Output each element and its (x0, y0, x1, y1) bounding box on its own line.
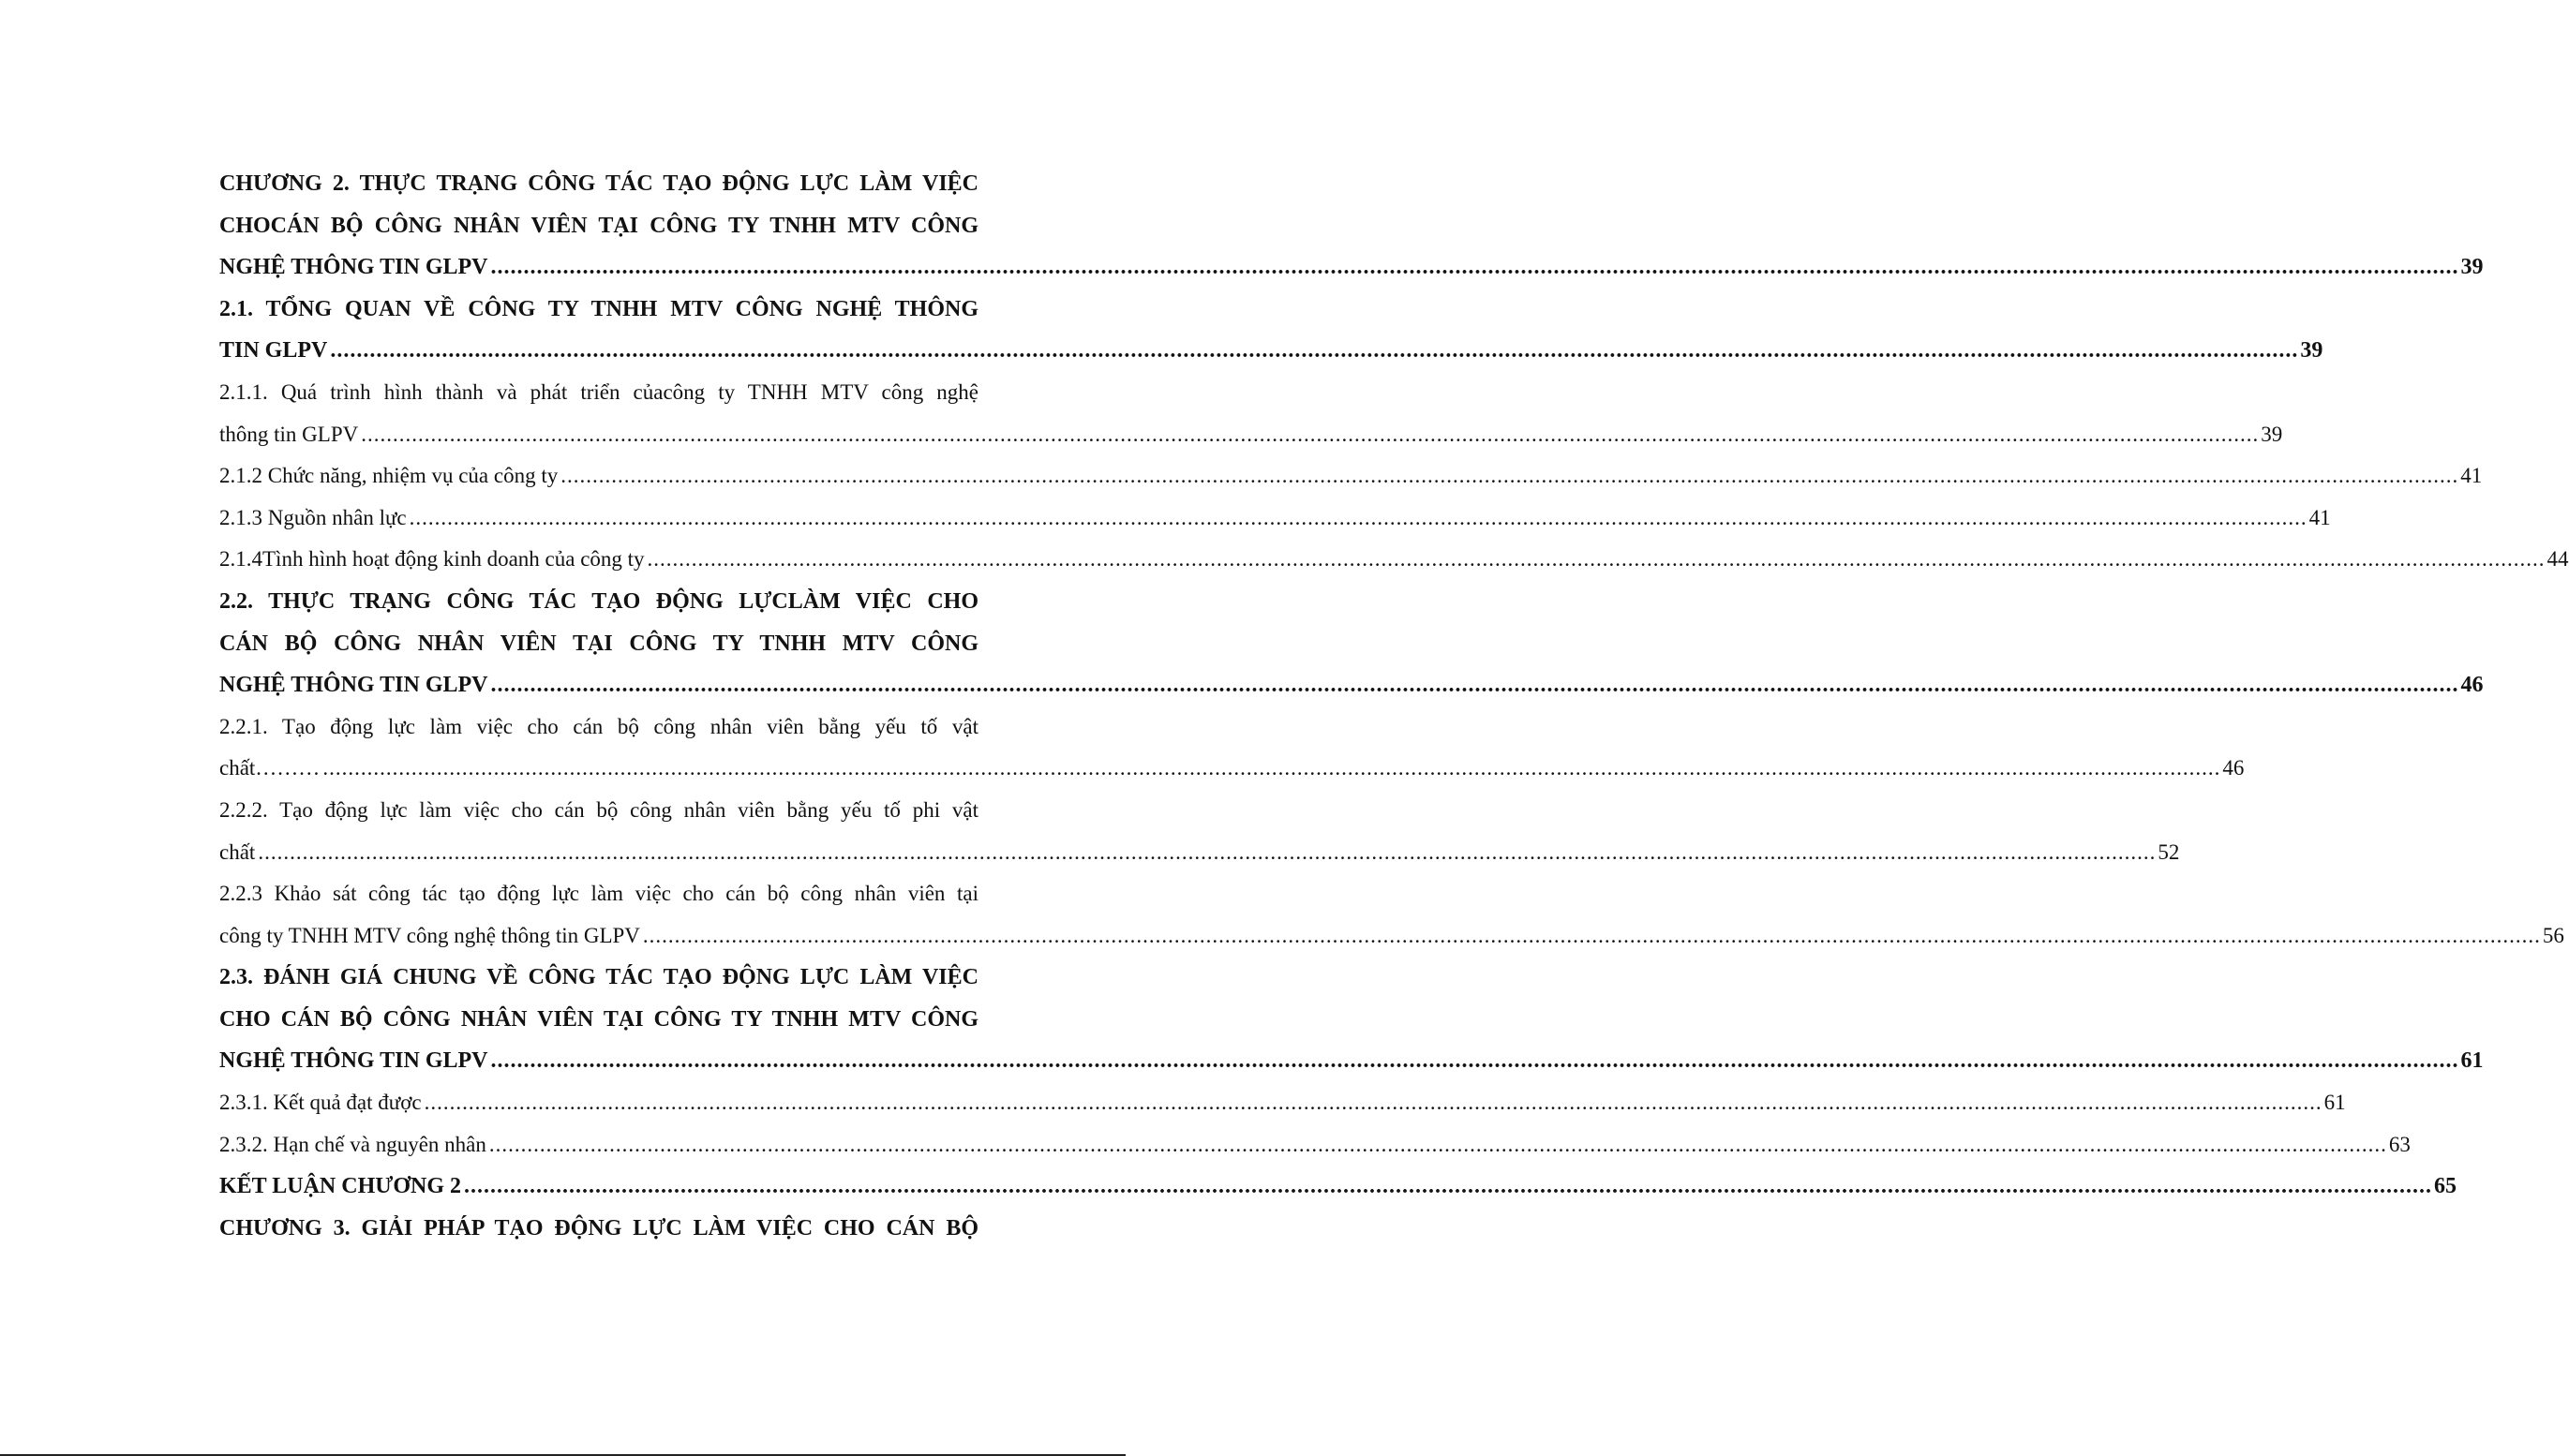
page-number: 41 (2308, 505, 2331, 529)
dot-leader: ............................................................................................................................................................................................................................................................................................................ (647, 547, 2546, 572)
toc-entry-last-line (219, 414, 2283, 456)
toc-entry-2-2-2[interactable] (219, 790, 2180, 873)
toc-entry-line: 2.2. THỰC TRẠNG CÔNG TÁC TẠO ĐỘNG LỰCLÀM VIỆC CHO (219, 588, 978, 614)
dot-leader: ............................................................................................................................................................................................................................................................................................................ (490, 673, 2459, 698)
toc-entry-text: KẾT LUẬN CHƯƠNG 2 (219, 1174, 462, 1199)
toc-entry-text: NGHỆ THÔNG TIN GLPV (219, 255, 488, 280)
toc-entry-2-3[interactable] (219, 957, 2484, 1082)
toc-entry-last-line (219, 1166, 2457, 1208)
toc-entry-last-line (219, 1082, 2346, 1124)
toc-entry-last-line (219, 1040, 2484, 1082)
toc-entry-line: CHOCÁN BỘ CÔNG NHÂN VIÊN TẠI CÔNG TY TNHH MTV CÔNG (219, 213, 978, 238)
dot-leader: ............................................................................................................................................................................................................................................................................................................ (258, 839, 2157, 864)
page-number: 46 (2222, 756, 2245, 780)
page-number: 61 (2323, 1091, 2346, 1115)
toc-entry-line: 2.2.1. Tạo động lực làm việc cho cán bộ công nhân viên bằng yếu tố vật (219, 714, 978, 738)
toc-entry-line: 2.2.3 Khảo sát công tác tạo động lực làm việc cho cán bộ công nhân viên tại (219, 882, 978, 906)
toc-entry-last-line (219, 1124, 2411, 1166)
toc-entry-line: 2.3. ĐÁNH GIÁ CHUNG VỀ CÔNG TÁC TẠO ĐỘNG LỰC LÀM VIỆC (219, 965, 978, 990)
dot-leader: ............................................................................................................................................................................................................................................................................................................ (490, 255, 2459, 280)
toc-entry-text: chất (219, 839, 256, 864)
dot-leader: ............................................................................................................................................................................................................................................................................................................ (488, 1132, 2387, 1156)
toc-entry-last-line (219, 832, 2180, 874)
page-number: 39 (2261, 422, 2283, 446)
toc-entry-2-3-1[interactable] (219, 1082, 2346, 1124)
toc-entry-line: CÁN BỘ CÔNG NHÂN VIÊN TẠI CÔNG TY TNHH MTV CÔNG (219, 631, 978, 656)
toc-entry-last-line (219, 915, 2564, 958)
toc-entry-text: 2.1.2 Chức năng, nhiệm vụ của công ty (219, 464, 559, 488)
toc-entry-text: thông tin GLPV (219, 422, 359, 446)
page-number: 39 (2300, 338, 2323, 364)
dot-leader: ............................................................................................................................................................................................................................................................................................................ (490, 1048, 2459, 1074)
page-number: 46 (2460, 673, 2484, 698)
toc-entry-last-line (219, 455, 2483, 498)
toc-entry-2-2-1[interactable] (219, 706, 2245, 790)
toc-entry-chuong-2[interactable] (219, 163, 2484, 289)
toc-entry-last-line (219, 664, 2484, 706)
toc-entry-2-1-1[interactable] (219, 372, 2283, 455)
toc-entry-2-1[interactable] (219, 289, 2323, 372)
page-number: 41 (2460, 464, 2483, 488)
toc-entry-2-1-4[interactable] (219, 539, 2569, 581)
toc-entry-line: 2.2.2. Tạo động lực làm việc cho cán bộ công nhân viên bằng yếu tố phi vật (219, 797, 978, 822)
toc-entry-2-3-2[interactable] (219, 1124, 2411, 1166)
table-of-contents (219, 163, 2569, 1249)
page-number: 65 (2434, 1174, 2457, 1199)
toc-entry-text: 2.1.3 Nguồn nhân lực (219, 505, 407, 529)
toc-entry-text: TIN GLPV (219, 338, 328, 364)
toc-entry-ket-luan-chuong-2[interactable] (219, 1166, 2457, 1208)
toc-entry-text: công ty TNHH MTV công nghệ thông tin GLPV (219, 923, 640, 947)
toc-entry-line: 2.1. TỔNG QUAN VỀ CÔNG TY TNHH MTV CÔNG NGHỆ THÔNG (219, 296, 978, 321)
toc-entry-text: 2.3.2. Hạn chế và nguyên nhân (219, 1132, 486, 1156)
toc-entry-text: NGHỆ THÔNG TIN GLPV (219, 1048, 488, 1074)
page-number: 61 (2460, 1048, 2484, 1074)
page-number: 56 (2542, 923, 2564, 947)
toc-entry-line: CHƯƠNG 2. THỰC TRẠNG CÔNG TÁC TẠO ĐỘNG LỰC LÀM VIỆC (219, 171, 978, 196)
toc-entry-last-line (219, 748, 2245, 790)
toc-entry-text: NGHỆ THÔNG TIN GLPV (219, 673, 488, 698)
toc-entry-last-line (219, 330, 2323, 372)
toc-entry-last-line (219, 498, 2331, 540)
dot-leader: ............................................................................................................................................................................................................................................................................................................ (322, 756, 2221, 780)
dot-leader: ............................................................................................................................................................................................................................................................................................................ (361, 422, 2260, 446)
dot-leader: ............................................................................................................................................................................................................................................................................................................ (464, 1174, 2433, 1199)
toc-entry-line: CHƯƠNG 3. GIẢI PHÁP TẠO ĐỘNG LỰC LÀM VIỆC CHO CÁN BỘ (219, 1215, 978, 1241)
page-number: 44 (2547, 547, 2569, 572)
dot-leader: ............................................................................................................................................................................................................................................................................................................ (642, 923, 2541, 947)
toc-entry-2-2[interactable] (219, 581, 2484, 706)
dot-leader: ............................................................................................................................................................................................................................................................................................................ (409, 505, 2308, 529)
toc-entry-last-line (219, 246, 2484, 289)
dot-leader: ............................................................................................................................................................................................................................................................................................................ (424, 1091, 2323, 1115)
page-number: 39 (2460, 255, 2484, 280)
toc-entry-line: CHO CÁN BỘ CÔNG NHÂN VIÊN TẠI CÔNG TY TNHH MTV CÔNG (219, 1006, 978, 1032)
toc-entry-line: 2.1.1. Quá trình hình thành và phát triển củacông ty TNHH MTV công nghệ (219, 379, 978, 404)
page-number: 63 (2388, 1132, 2411, 1156)
dot-leader: ............................................................................................................................................................................................................................................................................................................ (560, 464, 2459, 488)
toc-entry-text: 2.3.1. Kết quả đạt được (219, 1091, 422, 1115)
dot-leader: ............................................................................................................................................................................................................................................................................................................ (330, 338, 2299, 364)
toc-entry-2-1-3[interactable] (219, 498, 2331, 540)
toc-entry-text: 2.1.4Tình hình hoạt động kinh doanh của công ty (219, 547, 645, 572)
toc-entry-2-1-2[interactable] (219, 455, 2483, 498)
toc-entry-text: chất……… (219, 756, 321, 780)
page-number: 52 (2158, 839, 2180, 864)
toc-entry-chuong-3[interactable] (219, 1208, 978, 1250)
toc-entry-last-line (219, 539, 2569, 581)
toc-entry-2-2-3[interactable] (219, 873, 2564, 957)
